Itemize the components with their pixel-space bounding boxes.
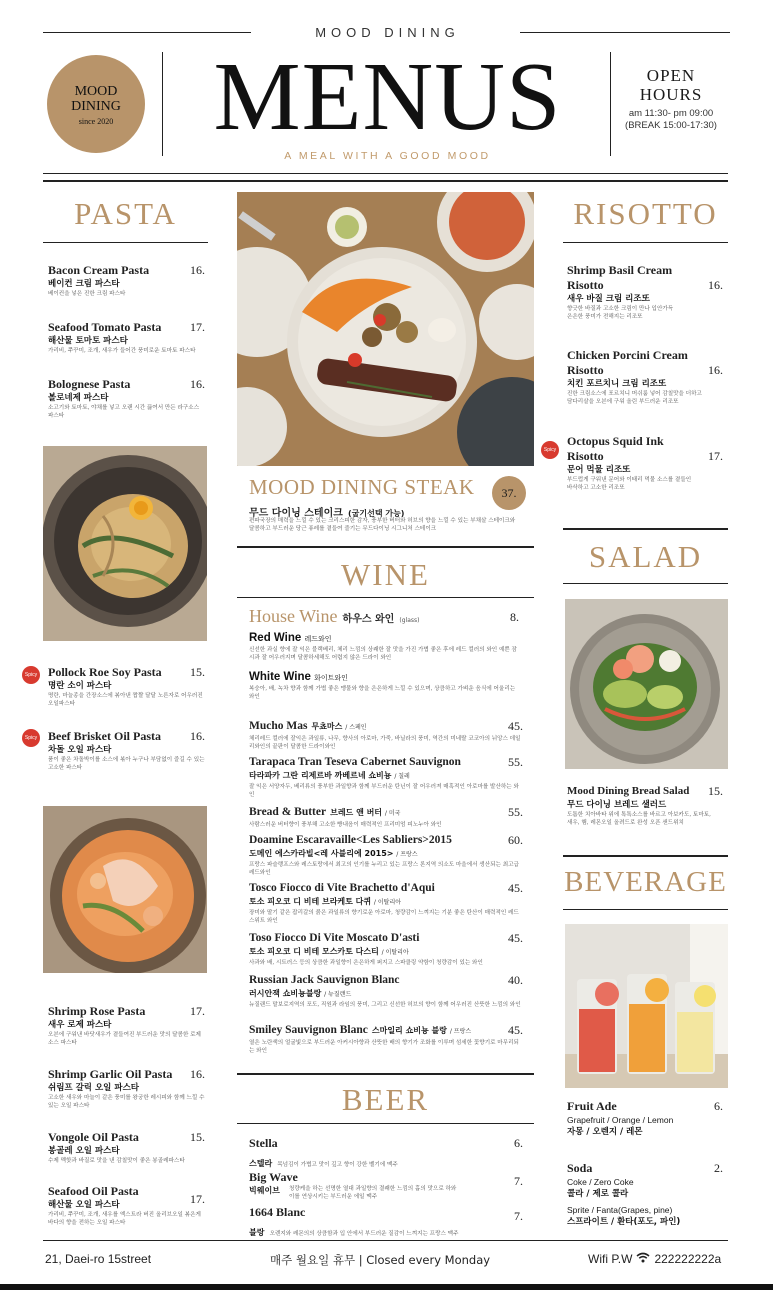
- item-name: Big Wave: [249, 1170, 298, 1184]
- open-line2: HOURS: [639, 85, 703, 104]
- item-name: Shrimp Garlic Oil Pasta: [48, 1067, 173, 1081]
- item-korean-name: 해산물 토마토 파스타: [48, 336, 128, 346]
- house-wine-glass: (glass): [399, 617, 420, 624]
- menu-item-soda: [567, 1161, 723, 1228]
- wine-item-bread-butter: [249, 805, 523, 829]
- steak-price: 37.: [492, 476, 526, 510]
- item-origin: / 미국: [384, 810, 401, 817]
- item-name: Shrimp Rose Pasta: [48, 1004, 146, 1018]
- wine-item-mucho-mas: [249, 719, 523, 751]
- beer-heading: BEER: [341, 1082, 430, 1117]
- item-name: Mood Dining Bread Salad: [567, 785, 690, 797]
- beer-item-1664-blanc: [249, 1205, 523, 1239]
- item-description: 품이 좋은 차돌박이를 소스에 볶아 누구나 부담없이 즐길 수 있는 고소한 파스타: [48, 757, 205, 771]
- spicy-icon: Spicy: [541, 441, 559, 459]
- item-price: 40.: [508, 973, 523, 987]
- item-korean-name: 스텔라: [249, 1159, 273, 1168]
- item-korean-name: 차돌 오일 파스타: [48, 745, 112, 755]
- item-description-line1: 진한 크림소스에 포르치니 머쉬룸 넣어 감칠맛을 더하고: [567, 391, 702, 397]
- item-name: Seafood Tomato Pasta: [48, 320, 162, 334]
- item-options: Coke / Zero Coke: [567, 1177, 634, 1187]
- house-wine: [249, 606, 519, 627]
- wifi-label: Wifi P.W: [588, 1252, 633, 1266]
- item-price: 6.: [714, 1099, 723, 1113]
- wine-item-doamine-escaravaille: [249, 833, 523, 877]
- item-description: 사과와 배, 시트러스 등의 상큼한 과일향이 은은하게 퍼지고 스파클링 약함이 청량감이 있는 와인: [249, 960, 483, 966]
- wine-item-tosco-brachetto: [249, 881, 523, 925]
- item-description: 체리레드 컬러에 잘익은 과일류, 나무, 향사의 아로마, 가죽, 바닐라의 풍미, 역간의 미네랄 코코아의 뉘앙스 데일리와인의 끝판이 달콤한 드라이와인: [249, 736, 521, 750]
- footer-closed: 매주 월요일 휴무 | Closed every Monday: [270, 1253, 491, 1267]
- item-origin: / 프랑스: [396, 851, 418, 858]
- wine-heading: WINE: [341, 557, 430, 592]
- wifi-icon: [636, 1252, 650, 1266]
- opening-hours: [615, 66, 727, 131]
- item-name: Pollock Roe Soy Pasta: [48, 665, 162, 679]
- item-description: 고소한 새우와 마늘이 같은 풍미를 왕궁한 레시피와 함께 느낄 수 있는 오일 파스타: [48, 1095, 205, 1109]
- item-korean-name: 문어 먹물 리조또: [567, 465, 631, 475]
- item-name: Russian Jack Sauvignon Blanc: [249, 974, 400, 986]
- menu-item-pollock-roe-soy-pasta: [48, 665, 205, 708]
- house-wine-name: House Wine: [249, 606, 338, 626]
- item-korean-name: 명란 소이 파스타: [48, 681, 112, 691]
- salad-heading: SALAD: [588, 539, 703, 574]
- item-korean-name: 토소 피오코 디 비테 모스카토 다스티: [249, 947, 379, 956]
- item-korean-name: 볼로네제 파스타: [48, 393, 109, 403]
- white-wine-korean: 화이트와인: [314, 674, 348, 682]
- red-wine-korean: 레드와인: [304, 635, 332, 643]
- item-korean-name: 빅웨이브: [249, 1186, 280, 1195]
- item-description-line1: 향긋한 바질과 고소한 크림이 만나 입안가득: [567, 306, 674, 312]
- footer-address: 21, Daei-ro 15street: [45, 1252, 152, 1266]
- steak-korean-note: (굽기선택 가능): [348, 509, 405, 518]
- item-name: Tarapaca Tran Teseva Cabernet Sauvignon: [249, 756, 461, 768]
- item-description: 사람스러운 버터향이 풍부해 고소한 빵내음이 매력적인 프리미엄 피노누아 와인: [249, 822, 442, 828]
- item-korean-name: 타라파카 그란 리제르바 까베르네 쇼비뇽: [249, 771, 392, 780]
- menu-item-fruit-ade: [567, 1099, 723, 1138]
- steak-description: 편파국장의 매력을 느낄 수 있는 크리스피한 감자, 풍부한 버터와 허브의 향을 느낄 수 있는 부채살 스테이크와 달콤하고 부드러운 당근 퓨레를 곁들여 즐기는 무드다이닝 시그니처 스테이크: [249, 518, 516, 532]
- item-description: 장미와 딸기 같은 잡리갈의 붉은 과일류의 향기로운 아로마, 청량감이 느껴지는 기분 좋은 탄산이 매력적인 레드 스위트 와인: [249, 910, 519, 924]
- item-price: 17.: [190, 1192, 205, 1206]
- item-name: Bolognese Pasta: [48, 377, 131, 391]
- wifi-password: 222222222a: [654, 1252, 722, 1266]
- item-price: 17.: [708, 449, 723, 463]
- item-description: 소고기와 토마토, 야채를 넣고 오랜 시간 끓여서 만든 라구소스 파스타: [48, 405, 200, 419]
- item-korean-name: 토소 피오코 디 비테 브라케토 다퀴: [249, 897, 372, 906]
- item-price: 17.: [190, 320, 205, 334]
- menu-item-beef-brisket-oil-pasta: [48, 729, 205, 772]
- item-name: Beef Brisket Oil Pasta: [48, 729, 161, 743]
- item-korean-name: 쉬림프 갈릭 오일 파스타: [48, 1083, 139, 1093]
- risotto-heading: RISOTTO: [573, 196, 718, 231]
- item-price: 45.: [508, 881, 523, 895]
- wine-item-toso-moscato: [249, 931, 523, 967]
- item-name: Tosco Fiocco di Vite Brachetto d'Aqui: [249, 882, 435, 894]
- menu-item-chicken-porcini-risotto: [567, 348, 723, 406]
- beverage-heading: BEVERAGE: [564, 866, 727, 898]
- item-korean-name: 무쵸마스: [311, 722, 343, 731]
- top-label: MOOD DINING: [315, 25, 460, 40]
- beverage-photo: [565, 924, 728, 1088]
- item-name: Stella: [249, 1136, 278, 1150]
- menu-item-bread-salad: [567, 784, 723, 827]
- item-korean-name: 새우 로제 파스타: [48, 1020, 112, 1030]
- item-korean-name: 스마일리 쇼비뇽 블랑: [371, 1026, 447, 1035]
- item-price: 15.: [190, 665, 205, 679]
- badge-since: since 2020: [78, 117, 114, 126]
- item-description-line1: 도톰한 치아바타 위에 톡톡소스를 바르고 아보카도, 토마토,: [567, 812, 711, 818]
- menu-item-seafood-oil-pasta: [48, 1184, 205, 1227]
- item-origin: / 이탈리아: [381, 949, 409, 956]
- item-name: Toso Fiocco Di Vite Moscato D'asti: [249, 932, 420, 944]
- item-price: 16.: [190, 1067, 205, 1081]
- item-description: 목넘김이 가볍고 맛이 깊고 향이 강한 벨기에 맥주: [277, 1162, 398, 1168]
- subtitle: A MEAL WITH A GOOD MOOD: [284, 150, 491, 162]
- item-korean-name: 러시안잭 쇼비뇽블랑: [249, 989, 322, 998]
- white-wine: [249, 671, 519, 701]
- item-name-line2: Risotto: [567, 363, 604, 377]
- beer-item-big-wave: [249, 1170, 523, 1201]
- item-korean-name: 새우 바질 크림 리조또: [567, 294, 650, 304]
- item-description: 가리비, 쭈꾸미, 조개, 새우가 들어간 풍미로운 토마토 파스타: [48, 348, 196, 354]
- item-name: Doamine Escaravaille<Les Sabliers>2015: [249, 834, 452, 846]
- item-options: Grapefruit / Orange / Lemon: [567, 1115, 674, 1125]
- item-price: 17.: [190, 1004, 205, 1018]
- steak-name: MOOD DINING STEAK: [249, 475, 475, 499]
- white-wine-name: White Wine: [249, 671, 311, 683]
- item-description-line2: 새우, 햄, 레몬오일 올려드로 완성 오픈 샌드위치: [567, 820, 684, 826]
- item-korean-name: 무드 다이닝 브레드 샐러드: [567, 800, 667, 810]
- item-description-line1: 부드럽게 구워낸 문어와 이태리 먹물 소스를 곁들인: [567, 477, 692, 483]
- item-description: 수제 멕핫과 바질로 맛을 낸 감칠맛이 좋은 봉골레파스타: [48, 1158, 185, 1164]
- item-price: 45.: [508, 931, 523, 945]
- item-price: 16.: [190, 377, 205, 391]
- red-wine: [249, 632, 519, 662]
- item-korean-options-2: 스프라이트 / 환타(포도, 파인): [567, 1217, 681, 1227]
- item-name: Vongole Oil Pasta: [48, 1130, 139, 1144]
- item-price: 55.: [508, 755, 523, 769]
- item-description: 오렌지와 레몬의의 상큼함과 입 안에서 부드러운 질감이 느껴지는 프랑스 맥주: [269, 1231, 459, 1237]
- item-korean-options: 자몽 / 오렌지 / 레몬: [567, 1127, 643, 1137]
- steak-korean-name: 무드 다이닝 스테이크: [249, 508, 343, 519]
- item-name: Soda: [567, 1161, 593, 1175]
- spicy-icon: Spicy: [22, 729, 40, 747]
- white-wine-description: 복숭아, 배, 녹차 향과 함께 가볍 좋은 맹물와 향을 은은하게 느낄 수 있으며, 상큼하고 가벼운 음식에 어울리는 와인: [249, 686, 516, 700]
- item-korean-name: 블랑: [249, 1228, 265, 1237]
- menu-item-bolognese-pasta: [48, 377, 205, 420]
- badge-line1: MOOD: [74, 84, 118, 99]
- item-name: Bread & Butter: [249, 806, 327, 818]
- footer-wifi: [588, 1252, 721, 1266]
- page-title: MENUS: [213, 43, 562, 151]
- salad-photo: [565, 599, 728, 769]
- item-origin: / 프랑스: [449, 1028, 472, 1035]
- item-description: 잘 익은 서양자두, 베리류의 풍부한 과일향과 함께 부드러운 탄닌이 잘 어우러져 매혹적인 아로마를 발산하는 와인: [249, 784, 519, 798]
- item-origin: / 칠레: [394, 773, 410, 780]
- item-price: 7.: [514, 1209, 523, 1223]
- item-price: 55.: [508, 805, 523, 819]
- item-korean-name: 베이컨 크림 파스타: [48, 279, 120, 289]
- badge-line2: DINING: [71, 99, 121, 114]
- logo-badge: [47, 55, 145, 153]
- item-name: Seafood Oil Pasta: [48, 1184, 139, 1198]
- item-description-line2: 은은한 풍미가 전해지는 리조또: [567, 314, 643, 320]
- wine-item-russian-jack: [249, 973, 523, 1009]
- break-text: (BREAK 15:00-17:30): [625, 120, 717, 131]
- item-korean-name: 해산물 오일 파스타: [48, 1200, 120, 1210]
- item-description: 뉴질랜드 말보로지역의 포도, 직원과 라임의 풍미, 그리고 신선한 허브의 향이 함께 어우러진 산뜻한 느낌의 와인: [249, 1002, 521, 1008]
- item-description: 가리비, 쭈꾸미, 조개, 새우를 엑스트라 버진 올리브오일 볶은게 바다의 향을 전하는 오일 파스타: [48, 1212, 201, 1226]
- hours-text: am 11:30- pm 09:00: [628, 108, 714, 119]
- item-korean-name: 봉골레 오일 파스타: [48, 1146, 120, 1156]
- item-price: 6.: [514, 1136, 523, 1150]
- item-origin: / 이탈리아: [373, 899, 402, 906]
- item-name-line1: Chicken Porcini Cream: [567, 348, 688, 362]
- item-name: Bacon Cream Pasta: [48, 263, 150, 277]
- item-price: 45.: [508, 719, 523, 733]
- item-price: 16.: [190, 729, 205, 743]
- item-korean-name: 브레드 앤 버터: [330, 808, 383, 817]
- item-description: 베이컨을 넣은 진한 크림 파스타: [48, 291, 126, 297]
- steak-photo: [237, 192, 534, 466]
- item-origin: / 스페인: [345, 724, 367, 731]
- menu-item-shrimp-rose-pasta: [48, 1004, 205, 1047]
- item-name: Fruit Ade: [567, 1099, 617, 1113]
- item-description-line2: 바삭하고 고소한 리조또: [567, 485, 625, 491]
- item-name-line2: Risotto: [567, 278, 604, 292]
- menu-item-shrimp-garlic-oil-pasta: [48, 1067, 205, 1110]
- spicy-icon: Spicy: [22, 666, 40, 684]
- item-name: 1664 Blanc: [249, 1205, 306, 1219]
- beer-item-stella: [249, 1136, 523, 1170]
- item-price: 16.: [708, 278, 723, 292]
- item-description-line2: 담다리살을 오븐에 구워 올린 부드러운 리조또: [567, 399, 679, 405]
- item-korean-name: 치킨 포르치니 크림 리조또: [567, 379, 667, 389]
- item-origin: / 뉴질랜드: [324, 991, 352, 998]
- item-price: 60.: [508, 833, 523, 847]
- wine-item-smiley: [249, 1023, 523, 1055]
- item-description: 열은 노란색의 얼굴빛으로 부드러운 아커시아향과 산뜻한 배의 향기가 조화를 이루며 섬세한 꽃향기로 마무리되는 와인: [249, 1040, 519, 1054]
- item-korean-name: 도메인 에스카라빌<레 사블리에 2015>: [249, 849, 394, 858]
- house-wine-price: 8.: [510, 610, 519, 624]
- item-price: 7.: [514, 1174, 523, 1188]
- item-name-line1: Shrimp Basil Cream: [567, 263, 673, 277]
- item-price: 16.: [708, 363, 723, 377]
- item-korean-options: 콜라 / 제로 콜라: [567, 1189, 629, 1199]
- item-description: 오븐에 구워낸 바닷새우가 곁들여진 부드러운 맛의 달콤한 로제 소스 파스타: [48, 1032, 201, 1046]
- pasta-photo-2: [43, 806, 207, 973]
- item-price: 15.: [190, 1130, 205, 1144]
- menu-item-octopus-squid-ink-risotto: [567, 434, 723, 492]
- menu-item-vongole-oil-pasta: [48, 1130, 205, 1165]
- item-options-2: Sprite / Fanta(Grapes, pine): [567, 1205, 673, 1215]
- item-name: Smiley Sauvignon Blanc: [249, 1024, 368, 1036]
- pasta-photo-1: [43, 446, 207, 641]
- house-wine-korean: 하우스 와인: [342, 614, 395, 625]
- menu-item-bacon-cream-pasta: [48, 263, 205, 298]
- item-name-line2: Risotto: [567, 449, 604, 463]
- item-description: 명란, 마늘종을 간장소스에 볶아낸 짭짤 달달 노른자로 어우러진 오일파스타: [48, 693, 203, 707]
- item-description: 청량케을 하는 선명한 열대 과일향의 결쾌한 느낌의 홉의 맛으로 하와이를 연상시키는 부드러운 에일 맥주: [289, 1186, 457, 1200]
- item-name: Mucho Mas: [249, 720, 308, 732]
- open-line1: OPEN: [646, 66, 696, 85]
- red-wine-description: 신선한 과실 향에 잘 익은 블랙베리, 체리 느낌의 상쾌한 잘 맛을 가진 가볍 좋은 후에 레드 컬러의 와인 예쁜 잠시과 잘 어우러지며 달콤하세해도 어렵지 않은 드라이 와인: [249, 647, 517, 661]
- item-price: 16.: [190, 263, 205, 277]
- item-price: 15.: [708, 784, 723, 798]
- pasta-heading: PASTA: [74, 196, 177, 231]
- item-price: 45.: [508, 1023, 523, 1037]
- menu-item-shrimp-basil-risotto: [567, 263, 723, 321]
- wine-item-tarapaca: [249, 755, 523, 799]
- menu-item-seafood-tomato-pasta: [48, 320, 205, 355]
- item-name-line1: Octopus Squid Ink: [567, 434, 664, 448]
- red-wine-name: Red Wine: [249, 632, 302, 644]
- item-description: 프랑스 파슬랭프스와 레스토랑에서 최고의 인기를 누리고 있는 프랑스 론지역 의소도 마을에서 생산되는 최고급 레드와인: [249, 862, 519, 876]
- item-price: 2.: [714, 1161, 723, 1175]
